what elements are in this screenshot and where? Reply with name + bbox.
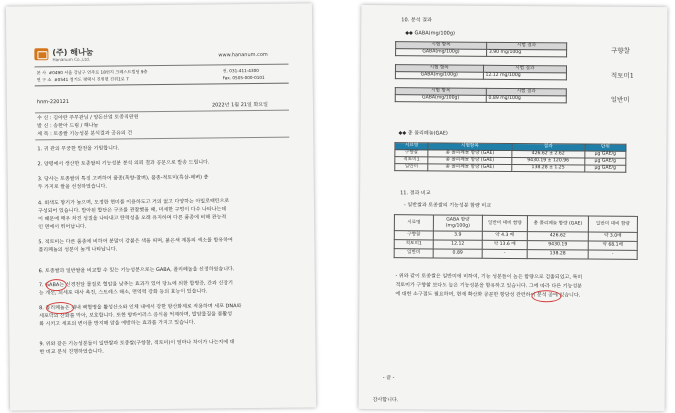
paragraph-line: 1. 귀 관의 무궁한 발전을 기원합니다. [37, 145, 120, 153]
handwritten-label: 일반미 [610, 95, 630, 104]
gae-table-caption: ◆◆ 총 폴리페놀(GAE) [398, 130, 448, 137]
info-line-hq: 본 사 #0490 서울 강남구 언주로 18번지 크레스트빌딩 9층 [36, 69, 148, 76]
document-page-right [359, 5, 668, 411]
sign-off: 감사합니다. [372, 397, 399, 404]
info-line-lab: 연 구 소 #0541 경기도 평택시 진위면 진위1로 7 [36, 76, 129, 83]
paragraph-line: 3. 당사는 토종쌀의 특징 고려하여 품종(흑향-찰벼), 품종-적토미(흑삼-메벼) 총 [37, 174, 209, 183]
comparison-caption: - 일반쌀과 토종쌀의 기능성분 함량 비교 [403, 202, 492, 209]
section-heading-comparison: 11. 결과 비교 [400, 190, 431, 197]
paragraph-line: 두 가지로 쌀을 선정하였습니다. [37, 183, 107, 191]
gaba-result-table: 시험 항목 시험 결과 GABA(mg/100g) 3.90 mg/100g [395, 41, 567, 57]
paragraph-line: 9. 위와 같은 기능성분들이 일반쌀과 토종쌀(구향찰, 적토미)이 얼마나 차이가 나는지에 대 [39, 339, 235, 348]
company-logo-icon [34, 48, 48, 60]
paragraph-line: 4. 회색도 향기가 높으며, 도정한 현미를 이용하도고 거의 없고 다양하는 아밀로펙틴으로 [37, 198, 230, 207]
paragraph-line: 구성되어 있습니다. 발아된 할단은 구조를 관찰했을 때, 미세한 구멍이 다수 나타나는데 [38, 206, 227, 215]
handwritten-label: 구향찰 [611, 46, 630, 55]
field-sender: 발 신 : 송한아 드림 / 해나눔 [37, 122, 99, 130]
paragraph-line: 폴리페놀의 성분이 높게 나타납니다. [38, 246, 118, 254]
paragraph-line: 2. 양평에서 생산한 토종쌀의 기능성분 분석 의뢰 결과 공문으로 발송 드립니다. [37, 159, 210, 168]
paragraph-line: 8. 폴리페놀은 체내 백혈병을 활성산소와 인체 내에서 강한 항산화제로 작용하며 세포 DNA와 [39, 303, 242, 312]
conclusion-line: 적토미가 구향찰 보다도 높은 기능성분을 함유하고 있습니다. 그에 따라 다른 기능성분 [395, 282, 583, 290]
paragraph-line: 세포막의 산화를 막아, 보호합니다. 또한 항바이러스 증식을 억제하며, 발암물질을 불활성 [39, 311, 233, 320]
section-heading-results: 10. 분석 결과 [401, 17, 432, 24]
gaba-result-table: 시험 항목 시험 결과 GABA(mg/100g) 0.89 mg/100g [395, 87, 567, 103]
handwritten-label: 적토미1 [610, 71, 634, 80]
field-recipient: 수 신 : 김아란 주무관님 / 양돈산업 토종직판원 [37, 114, 139, 122]
paragraph-line: 6. 토종쌀과 일반쌀을 비교할 수 있는 기능성분으로는 GABA, 폴리페놀을 선정하였습니다. [38, 266, 235, 275]
paragraph-line: 5. 적토미는 다른 품종에 비하여 분말이 강붉은 색을 띠며, 붉은색 계통의 색소를 함유하여 [38, 237, 233, 246]
paragraph-line: 화 시키고 세포의 변이를 방지해 암을 예방하는 효과를 가지고 있습니다. [39, 319, 196, 328]
paragraph-line: 이 때문에 매우 차진 성질을 나타내고 탄력성을 오래 유지하며 다른 품종에 비해 관능적 [38, 214, 227, 223]
document-number: hnm-220121 [36, 98, 70, 106]
document-page-left [6, 3, 316, 410]
company-website: www.hananum.com [218, 51, 268, 59]
pen-circle-mark [531, 290, 561, 302]
paragraph-line: 인 면에서 뛰어납니다. [38, 223, 87, 231]
paragraph-line: 한 비교 분석 진행하였습니다. [39, 348, 104, 356]
document-date: 2022년 1월 21일 화요일 [211, 101, 268, 109]
gaba-result-table: 시험 항목 시험 결과 GABA(mg/100g) 12.12 mg/100g [395, 64, 567, 80]
comparison-table: 시료명 GABA 함량 (mg/100g) 일반미 대비 함량 총 폴리페놀 함량 (GAE) 일반미 대비 함량 구향찰 3.9 약 4.3 배 426.62 약 3.0배 적토미1 12.12 약 13.6 배 9430.19 약 68.1배 일반미 0.89 - 138.28 - [394, 214, 638, 260]
paragraph-line: 능 개선, 뇌세포 대사 촉진, 스트레스 해소, 면역력 강화 등의 효능이 있습니다. [38, 288, 208, 297]
conclusion-line: 에 대한 소구점도 필요하며, 현재 확산화 공문한 항당성 관련하여 분석 중에 있습니다. [395, 291, 581, 299]
field-subject: 제 목 : 토종쌀 기능성분 분석결과 공유의 건 [37, 130, 133, 138]
info-line-hq-phone: 전. 031-411-4300 [222, 67, 259, 74]
conclusion-line: - 위와 같이 토종쌀은 일반미에 비하여, 기능 성분들이 높은 함량으로 검출되었고, 특히 [395, 273, 583, 281]
end-mark: - 끝 - [382, 375, 395, 382]
gaba-table-caption: ◆◆ GABA(mg/100g) [405, 30, 456, 37]
company-name: (주) 해나눔 [52, 47, 94, 58]
info-line-lab-fax: Fax. 0505-000-0101 [222, 74, 265, 81]
polyphenol-result-table: 시료명 시험항목 결과 단위 구향찰 총 폴리페놀 함량 (GAE) 426.62 ± 2.62 μg GAE/g 적토미1 총 폴리페놀 함량 (GAE) 9430.19 ± 120.96 μg GAE/g 일반미 총 폴리페놀 함량 (GAE) 138.28 ± 1.25 μg GAE/g [394, 142, 626, 173]
paragraph-line: 7. GABA는 신경전달 물질로 혈압을 낮추는 효과가 있어 당뇨에 의한 합병증, 간과 신장기 [38, 280, 233, 289]
company-name-en: Hananum Co.,Ltd. [52, 56, 91, 63]
